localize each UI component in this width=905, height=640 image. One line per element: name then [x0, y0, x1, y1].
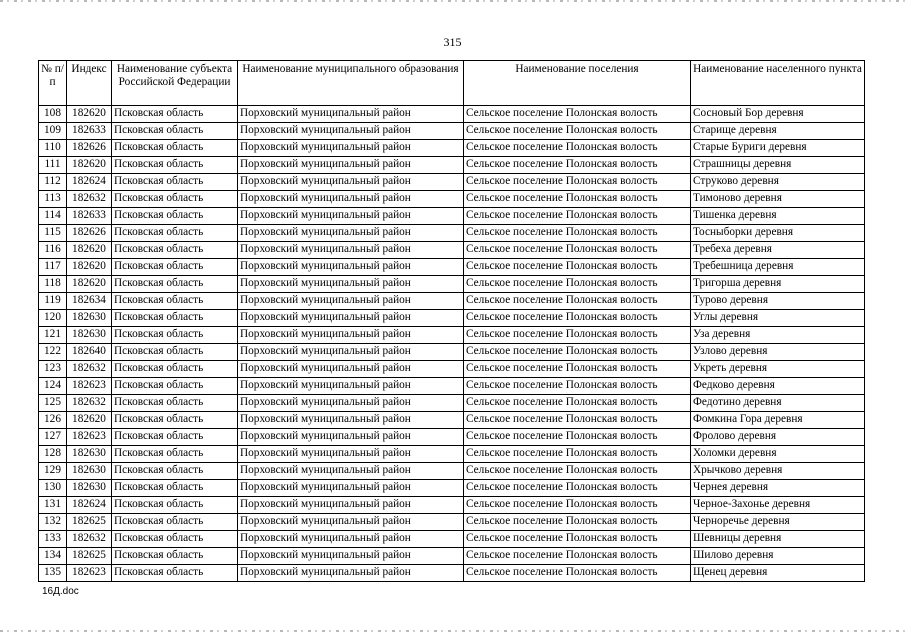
- cell-municipality: Порховский муниципальный район: [238, 310, 464, 327]
- cell-municipality: Порховский муниципальный район: [238, 259, 464, 276]
- cell-settlement: Сельское поселение Полонская волость: [464, 361, 691, 378]
- column-header-municipality: Наименование муниципального образования: [238, 61, 464, 106]
- cell-index: 182630: [67, 446, 112, 463]
- cell-number: 128: [39, 446, 67, 463]
- cell-subject: Псковская область: [112, 208, 238, 225]
- cell-index: 182634: [67, 293, 112, 310]
- cell-subject: Псковская область: [112, 463, 238, 480]
- cell-number: 129: [39, 463, 67, 480]
- cell-settlement: Сельское поселение Полонская волость: [464, 395, 691, 412]
- cell-municipality: Порховский муниципальный район: [238, 225, 464, 242]
- cell-settlement: Сельское поселение Полонская волость: [464, 480, 691, 497]
- cell-number: 118: [39, 276, 67, 293]
- cell-municipality: Порховский муниципальный район: [238, 565, 464, 582]
- cell-locality: Уза деревня: [691, 327, 865, 344]
- cell-locality: Тишенка деревня: [691, 208, 865, 225]
- cell-subject: Псковская область: [112, 123, 238, 140]
- cell-settlement: Сельское поселение Полонская волость: [464, 378, 691, 395]
- cell-municipality: Порховский муниципальный район: [238, 378, 464, 395]
- table-row: [39, 276, 865, 293]
- cell-municipality: Порховский муниципальный район: [238, 446, 464, 463]
- cell-locality: Старые Буриги деревня: [691, 140, 865, 157]
- cell-locality: Черноречье деревня: [691, 514, 865, 531]
- table-row: [39, 293, 865, 310]
- cell-settlement: Сельское поселение Полонская волость: [464, 514, 691, 531]
- cell-number: 134: [39, 548, 67, 565]
- table-row: [39, 310, 865, 327]
- table-row: [39, 548, 865, 565]
- cell-locality: Фомкина Гора деревня: [691, 412, 865, 429]
- cell-number: 116: [39, 242, 67, 259]
- cell-municipality: Порховский муниципальный район: [238, 395, 464, 412]
- scan-artifact-bottom: [0, 630, 905, 632]
- cell-subject: Псковская область: [112, 361, 238, 378]
- cell-number: 132: [39, 514, 67, 531]
- cell-index: 182620: [67, 259, 112, 276]
- cell-municipality: Порховский муниципальный район: [238, 208, 464, 225]
- cell-subject: Псковская область: [112, 429, 238, 446]
- cell-number: 133: [39, 531, 67, 548]
- cell-locality: Сосновый Бор деревня: [691, 106, 865, 123]
- column-header-number: № п/п: [39, 61, 67, 106]
- cell-municipality: Порховский муниципальный район: [238, 429, 464, 446]
- cell-settlement: Сельское поселение Полонская волость: [464, 259, 691, 276]
- cell-subject: Псковская область: [112, 497, 238, 514]
- cell-subject: Псковская область: [112, 276, 238, 293]
- cell-settlement: Сельское поселение Полонская волость: [464, 140, 691, 157]
- cell-index: 182630: [67, 310, 112, 327]
- cell-locality: Федково деревня: [691, 378, 865, 395]
- cell-locality: Шилово деревня: [691, 548, 865, 565]
- cell-index: 182624: [67, 174, 112, 191]
- cell-locality: Фролово деревня: [691, 429, 865, 446]
- table-row: [39, 378, 865, 395]
- footer-filename: 16Д.doc: [42, 586, 79, 597]
- cell-subject: Псковская область: [112, 191, 238, 208]
- cell-settlement: Сельское поселение Полонская волость: [464, 225, 691, 242]
- cell-locality: Федотино деревня: [691, 395, 865, 412]
- cell-subject: Псковская область: [112, 531, 238, 548]
- cell-municipality: Порховский муниципальный район: [238, 480, 464, 497]
- cell-subject: Псковская область: [112, 378, 238, 395]
- cell-number: 127: [39, 429, 67, 446]
- cell-index: 182632: [67, 191, 112, 208]
- cell-municipality: Порховский муниципальный район: [238, 174, 464, 191]
- table-row: [39, 140, 865, 157]
- cell-locality: Укреть деревня: [691, 361, 865, 378]
- table-row: [39, 191, 865, 208]
- table-row: [39, 327, 865, 344]
- cell-municipality: Порховский муниципальный район: [238, 123, 464, 140]
- cell-subject: Псковская область: [112, 157, 238, 174]
- cell-number: 110: [39, 140, 67, 157]
- cell-municipality: Порховский муниципальный район: [238, 293, 464, 310]
- cell-municipality: Порховский муниципальный район: [238, 361, 464, 378]
- cell-settlement: Сельское поселение Полонская волость: [464, 531, 691, 548]
- cell-settlement: Сельское поселение Полонская волость: [464, 310, 691, 327]
- cell-index: 182620: [67, 106, 112, 123]
- cell-municipality: Порховский муниципальный район: [238, 344, 464, 361]
- cell-locality: Узлово деревня: [691, 344, 865, 361]
- table-row: [39, 174, 865, 191]
- cell-number: 126: [39, 412, 67, 429]
- table-row: [39, 497, 865, 514]
- column-header-subject: Наименование субъекта Российской Федерации: [112, 61, 238, 106]
- cell-index: 182632: [67, 531, 112, 548]
- cell-index: 182624: [67, 497, 112, 514]
- cell-subject: Псковская область: [112, 395, 238, 412]
- cell-index: 182626: [67, 140, 112, 157]
- cell-index: 182623: [67, 429, 112, 446]
- cell-settlement: Сельское поселение Полонская волость: [464, 293, 691, 310]
- cell-subject: Псковская область: [112, 259, 238, 276]
- cell-locality: Турово деревня: [691, 293, 865, 310]
- cell-subject: Псковская область: [112, 480, 238, 497]
- cell-index: 182633: [67, 123, 112, 140]
- cell-locality: Углы деревня: [691, 310, 865, 327]
- table-row: [39, 361, 865, 378]
- cell-subject: Псковская область: [112, 310, 238, 327]
- cell-number: 115: [39, 225, 67, 242]
- cell-index: 182626: [67, 225, 112, 242]
- cell-municipality: Порховский муниципальный район: [238, 106, 464, 123]
- table-row: [39, 259, 865, 276]
- cell-settlement: Сельское поселение Полонская волость: [464, 191, 691, 208]
- cell-index: 182623: [67, 378, 112, 395]
- table-row: [39, 446, 865, 463]
- table-body: [39, 106, 865, 582]
- cell-number: 122: [39, 344, 67, 361]
- cell-index: 182625: [67, 548, 112, 565]
- cell-subject: Псковская область: [112, 446, 238, 463]
- cell-settlement: Сельское поселение Полонская волость: [464, 242, 691, 259]
- cell-settlement: Сельское поселение Полонская волость: [464, 497, 691, 514]
- cell-subject: Псковская область: [112, 344, 238, 361]
- table-row: [39, 395, 865, 412]
- cell-municipality: Порховский муниципальный район: [238, 514, 464, 531]
- cell-number: 114: [39, 208, 67, 225]
- cell-municipality: Порховский муниципальный район: [238, 548, 464, 565]
- cell-number: 131: [39, 497, 67, 514]
- cell-subject: Псковская область: [112, 140, 238, 157]
- cell-index: 182620: [67, 276, 112, 293]
- cell-municipality: Порховский муниципальный район: [238, 531, 464, 548]
- cell-subject: Псковская область: [112, 174, 238, 191]
- cell-number: 112: [39, 174, 67, 191]
- cell-index: 182632: [67, 395, 112, 412]
- cell-subject: Псковская область: [112, 225, 238, 242]
- table-row: [39, 429, 865, 446]
- cell-locality: Черное-Захонье деревня: [691, 497, 865, 514]
- cell-number: 135: [39, 565, 67, 582]
- column-header-settlement: Наименование поселения: [464, 61, 691, 106]
- cell-municipality: Порховский муниципальный район: [238, 412, 464, 429]
- cell-settlement: Сельское поселение Полонская волость: [464, 344, 691, 361]
- cell-settlement: Сельское поселение Полонская волость: [464, 412, 691, 429]
- cell-locality: Хрычково деревня: [691, 463, 865, 480]
- cell-locality: Тосныборки деревня: [691, 225, 865, 242]
- cell-settlement: Сельское поселение Полонская волость: [464, 327, 691, 344]
- cell-settlement: Сельское поселение Полонская волость: [464, 429, 691, 446]
- table-row: [39, 565, 865, 582]
- table-row: [39, 480, 865, 497]
- page-number: 315: [443, 35, 462, 49]
- column-header-locality: Наименование населенного пункта: [691, 61, 865, 106]
- cell-municipality: Порховский муниципальный район: [238, 327, 464, 344]
- table-row: [39, 412, 865, 429]
- cell-settlement: Сельское поселение Полонская волость: [464, 106, 691, 123]
- table-row: [39, 225, 865, 242]
- cell-municipality: Порховский муниципальный район: [238, 140, 464, 157]
- cell-settlement: Сельское поселение Полонская волость: [464, 463, 691, 480]
- cell-number: 113: [39, 191, 67, 208]
- cell-locality: Старище деревня: [691, 123, 865, 140]
- cell-settlement: Сельское поселение Полонская волость: [464, 446, 691, 463]
- cell-number: 109: [39, 123, 67, 140]
- cell-municipality: Порховский муниципальный район: [238, 497, 464, 514]
- cell-subject: Псковская область: [112, 106, 238, 123]
- cell-subject: Псковская область: [112, 548, 238, 565]
- cell-locality: Тимоново деревня: [691, 191, 865, 208]
- cell-locality: Струково деревня: [691, 174, 865, 191]
- cell-index: 182620: [67, 157, 112, 174]
- cell-settlement: Сельское поселение Полонская волость: [464, 208, 691, 225]
- cell-municipality: Порховский муниципальный район: [238, 191, 464, 208]
- cell-index: 182630: [67, 463, 112, 480]
- cell-locality: Щенец деревня: [691, 565, 865, 582]
- cell-locality: Холомки деревня: [691, 446, 865, 463]
- cell-locality: Страшницы деревня: [691, 157, 865, 174]
- settlements-table: [38, 60, 865, 582]
- cell-index: 182620: [67, 242, 112, 259]
- table-row: [39, 157, 865, 174]
- table-row: [39, 463, 865, 480]
- cell-index: 182633: [67, 208, 112, 225]
- cell-index: 182625: [67, 514, 112, 531]
- cell-settlement: Сельское поселение Полонская волость: [464, 174, 691, 191]
- cell-subject: Псковская область: [112, 293, 238, 310]
- cell-index: 182632: [67, 361, 112, 378]
- cell-index: 182640: [67, 344, 112, 361]
- cell-number: 119: [39, 293, 67, 310]
- table-row: [39, 344, 865, 361]
- cell-number: 130: [39, 480, 67, 497]
- cell-number: 124: [39, 378, 67, 395]
- table-row: [39, 242, 865, 259]
- cell-subject: Псковская область: [112, 242, 238, 259]
- table-header-row: [39, 61, 865, 106]
- cell-locality: Шевницы деревня: [691, 531, 865, 548]
- cell-municipality: Порховский муниципальный район: [238, 242, 464, 259]
- cell-subject: Псковская область: [112, 565, 238, 582]
- cell-municipality: Порховский муниципальный район: [238, 276, 464, 293]
- cell-locality: Чернея деревня: [691, 480, 865, 497]
- cell-municipality: Порховский муниципальный район: [238, 157, 464, 174]
- cell-settlement: Сельское поселение Полонская волость: [464, 276, 691, 293]
- cell-number: 125: [39, 395, 67, 412]
- table-row: [39, 208, 865, 225]
- cell-index: 182620: [67, 412, 112, 429]
- table-row: [39, 531, 865, 548]
- table-row: [39, 514, 865, 531]
- column-header-index: Индекс: [67, 61, 112, 106]
- cell-locality: Требеха деревня: [691, 242, 865, 259]
- cell-settlement: Сельское поселение Полонская волость: [464, 157, 691, 174]
- cell-settlement: Сельское поселение Полонская волость: [464, 548, 691, 565]
- cell-number: 123: [39, 361, 67, 378]
- cell-locality: Тригорша деревня: [691, 276, 865, 293]
- cell-index: 182623: [67, 565, 112, 582]
- cell-number: 111: [39, 157, 67, 174]
- cell-municipality: Порховский муниципальный район: [238, 463, 464, 480]
- cell-settlement: Сельское поселение Полонская волость: [464, 565, 691, 582]
- cell-settlement: Сельское поселение Полонская волость: [464, 123, 691, 140]
- cell-number: 117: [39, 259, 67, 276]
- cell-number: 120: [39, 310, 67, 327]
- cell-index: 182630: [67, 327, 112, 344]
- cell-index: 182630: [67, 480, 112, 497]
- cell-locality: Требешница деревня: [691, 259, 865, 276]
- cell-subject: Псковская область: [112, 412, 238, 429]
- scan-artifact-top: [0, 0, 905, 2]
- cell-subject: Псковская область: [112, 514, 238, 531]
- cell-number: 121: [39, 327, 67, 344]
- cell-number: 108: [39, 106, 67, 123]
- table-row: [39, 123, 865, 140]
- cell-subject: Псковская область: [112, 327, 238, 344]
- table-row: [39, 106, 865, 123]
